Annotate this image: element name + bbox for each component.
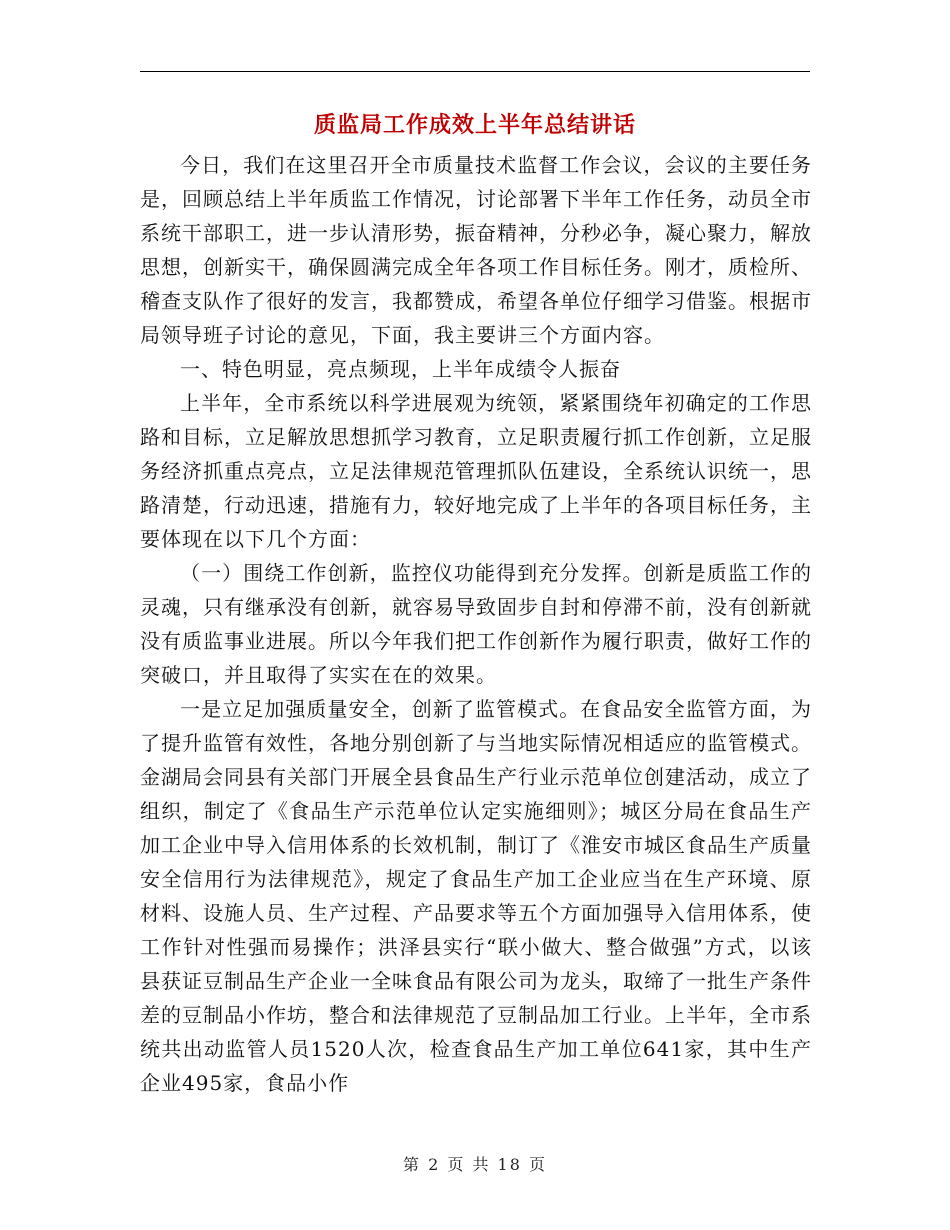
paragraph-food-safety: 一是立足加强质量安全，创新了监管模式。在食品安全监管方面，为了提升监管有效性，各地分别创新了与当地实际情况相适应的监管模式。金湖局会同县有关部门开展全县食品生产行业示范单位创建活动，成立了组织，制定了《食品生产示范单位认定实施细则》；城区分局在食品生产加工企业中导入信用体系的长效机制，制订了《淮安市城区食品生产质量安全信用行为法律规范》，规定了食品生产加工企业应当在生产环境、原材料、设施人员、生产过程、产品要求等五个方面加强导入信用体系，使工作针对性强而易操作；洪泽县实行“联小做大、整合做强”方式，以该县获证豆制品生产企业一全味食品有限公司为龙头，取缔了一批生产条件差的豆制品小作坊，整合和法律规范了豆制品加工行业。上半年，全市系统共出动监管人员1520人次，检查食品生产加工单位641家，其中生产企业495家，食品小作 xyxy=(140,697,812,1095)
page-number-footer: 第 2 页 共 18 页 xyxy=(403,1155,547,1174)
paragraph-intro: 今日，我们在这里召开全市质量技术监督工作会议，会议的主要任务是，回顾总结上半年质监工作情况，讨论部署下半年工作任务，动员全市系统干部职工，进一步认清形势，振奋精神，分秒必争，凝心聚力，解放思想，创新实干，确保圆满完成全年各项工作目标任务。刚才，质检所、稽查支队作了很好的发言，我都赞成，希望各单位仔细学习借鉴。根据市局领导班子讨论的意见，下面，我主要讲三个方面内容。 xyxy=(140,153,812,347)
paragraph-summary: 上半年，全市系统以科学进展观为统领，紧紧围绕年初确定的工作思路和目标，立足解放思想抓学习教育，立足职责履行抓工作创新，立足服务经济抓重点亮点，立足法律规范管理抓队伍建设，全系统认识统一，思路清楚，行动迅速，措施有力，较好地完成了上半年的各项目标任务，主要体现在以下几个方面： xyxy=(140,391,812,551)
section-heading-1: 一、特色明显，亮点频现，上半年成绩令人振奋 xyxy=(180,357,621,381)
header-rule xyxy=(140,71,810,72)
document-body xyxy=(140,148,812,1100)
document-title: 质监局工作成效上半年总结讲话 xyxy=(313,113,636,138)
paragraph-innovation: （一）围绕工作创新，监控仪功能得到充分发挥。创新是质监工作的灵魂，只有继承没有创新，就容易导致固步自封和停滞不前，没有创新就没有质监事业进展。所以今年我们把工作创新作为履行职责，做好工作的突破口，并且取得了实实在在的效果。 xyxy=(140,561,812,687)
